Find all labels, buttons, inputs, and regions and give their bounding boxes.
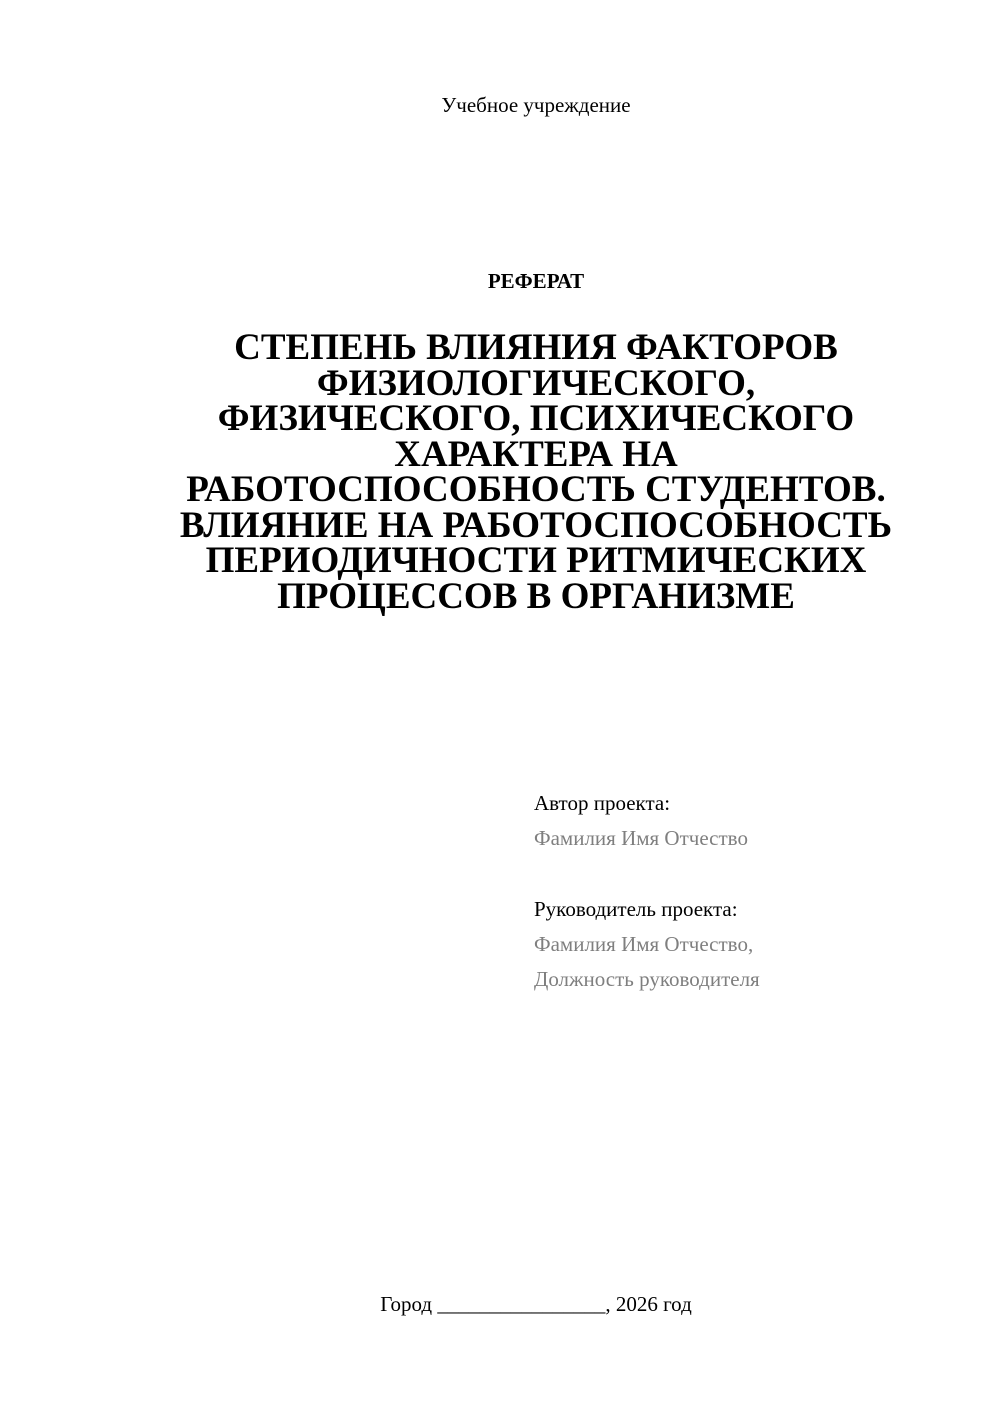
document-title [150,327,922,617]
title-line: ВЛИЯНИЕ НА РАБОТОСПОСОБНОСТЬ [179,504,893,546]
document-type: РЕФЕРАТ [487,269,585,293]
author-label: Автор проекта: [534,791,671,815]
supervisor-position: Должность руководителя [534,967,760,991]
institution-name: Учебное учреждение [441,93,631,117]
title-line: ХАРАКТЕРА НА [394,433,678,475]
title-line: РАБОТОСПОСОБНОСТЬ СТУДЕНТОВ. [186,469,886,510]
title-line: ФИЗИЧЕСКОГО, ПСИХИЧЕСКОГО [217,398,855,439]
author-name: Фамилия Имя Отчество [534,826,748,850]
author-block [534,786,748,856]
supervisor-label: Руководитель проекта: [534,897,738,921]
supervisor-block [534,892,760,997]
city-year-line: Город ________________, 2026 год [380,1292,692,1316]
title-line: ПРОЦЕССОВ В ОРГАНИЗМЕ [277,575,795,617]
supervisor-name: Фамилия Имя Отчество, [534,932,754,956]
title-line: ПЕРИОДИЧНОСТИ РИТМИЧЕСКИХ [205,540,867,581]
title-line: ФИЗИОЛОГИЧЕСКОГО, [316,362,756,404]
title-line: СТЕПЕНЬ ВЛИЯНИЯ ФАКТОРОВ [234,327,838,368]
